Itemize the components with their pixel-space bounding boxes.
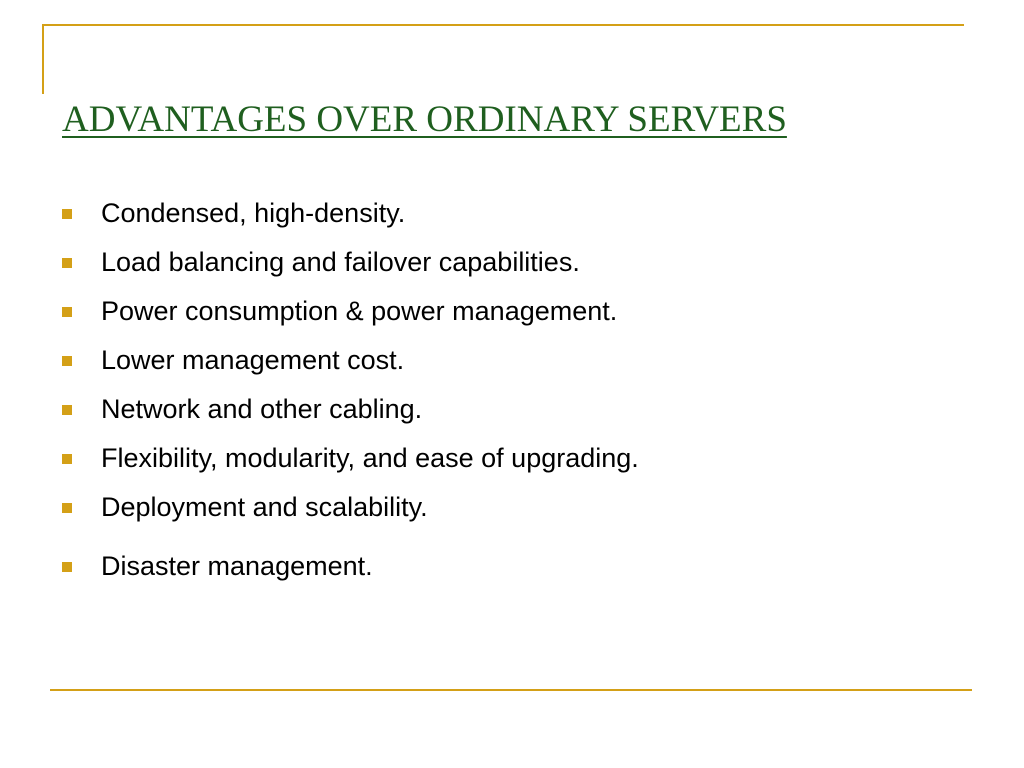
square-bullet-icon <box>62 405 72 415</box>
bullet-text: Condensed, high-density. <box>101 198 406 228</box>
top-rule <box>42 24 964 26</box>
list-item <box>62 385 639 434</box>
bullet-text: Network and other cabling. <box>101 394 423 424</box>
list-item <box>62 189 639 238</box>
bullet-text: Power consumption & power management. <box>101 296 618 326</box>
square-bullet-icon <box>62 258 72 268</box>
list-item <box>62 434 639 483</box>
slide-title: ADVANTAGES OVER ORDINARY SERVERS <box>62 99 787 140</box>
bullet-list <box>62 189 639 591</box>
square-bullet-icon <box>62 209 72 219</box>
bullet-text: Load balancing and failover capabilities. <box>101 247 580 277</box>
left-rule <box>42 24 44 94</box>
list-item <box>62 238 639 287</box>
bullet-text: Disaster management. <box>101 551 373 581</box>
square-bullet-icon <box>62 307 72 317</box>
list-item <box>62 336 639 385</box>
bullet-text: Lower management cost. <box>101 345 405 375</box>
list-item <box>62 483 639 532</box>
square-bullet-icon <box>62 562 72 572</box>
bullet-text: Flexibility, modularity, and ease of upgrading. <box>101 443 639 473</box>
bottom-rule <box>50 689 972 691</box>
square-bullet-icon <box>62 356 72 366</box>
bullet-text: Deployment and scalability. <box>101 492 428 522</box>
square-bullet-icon <box>62 454 72 464</box>
list-item <box>62 542 639 591</box>
list-item <box>62 287 639 336</box>
square-bullet-icon <box>62 503 72 513</box>
